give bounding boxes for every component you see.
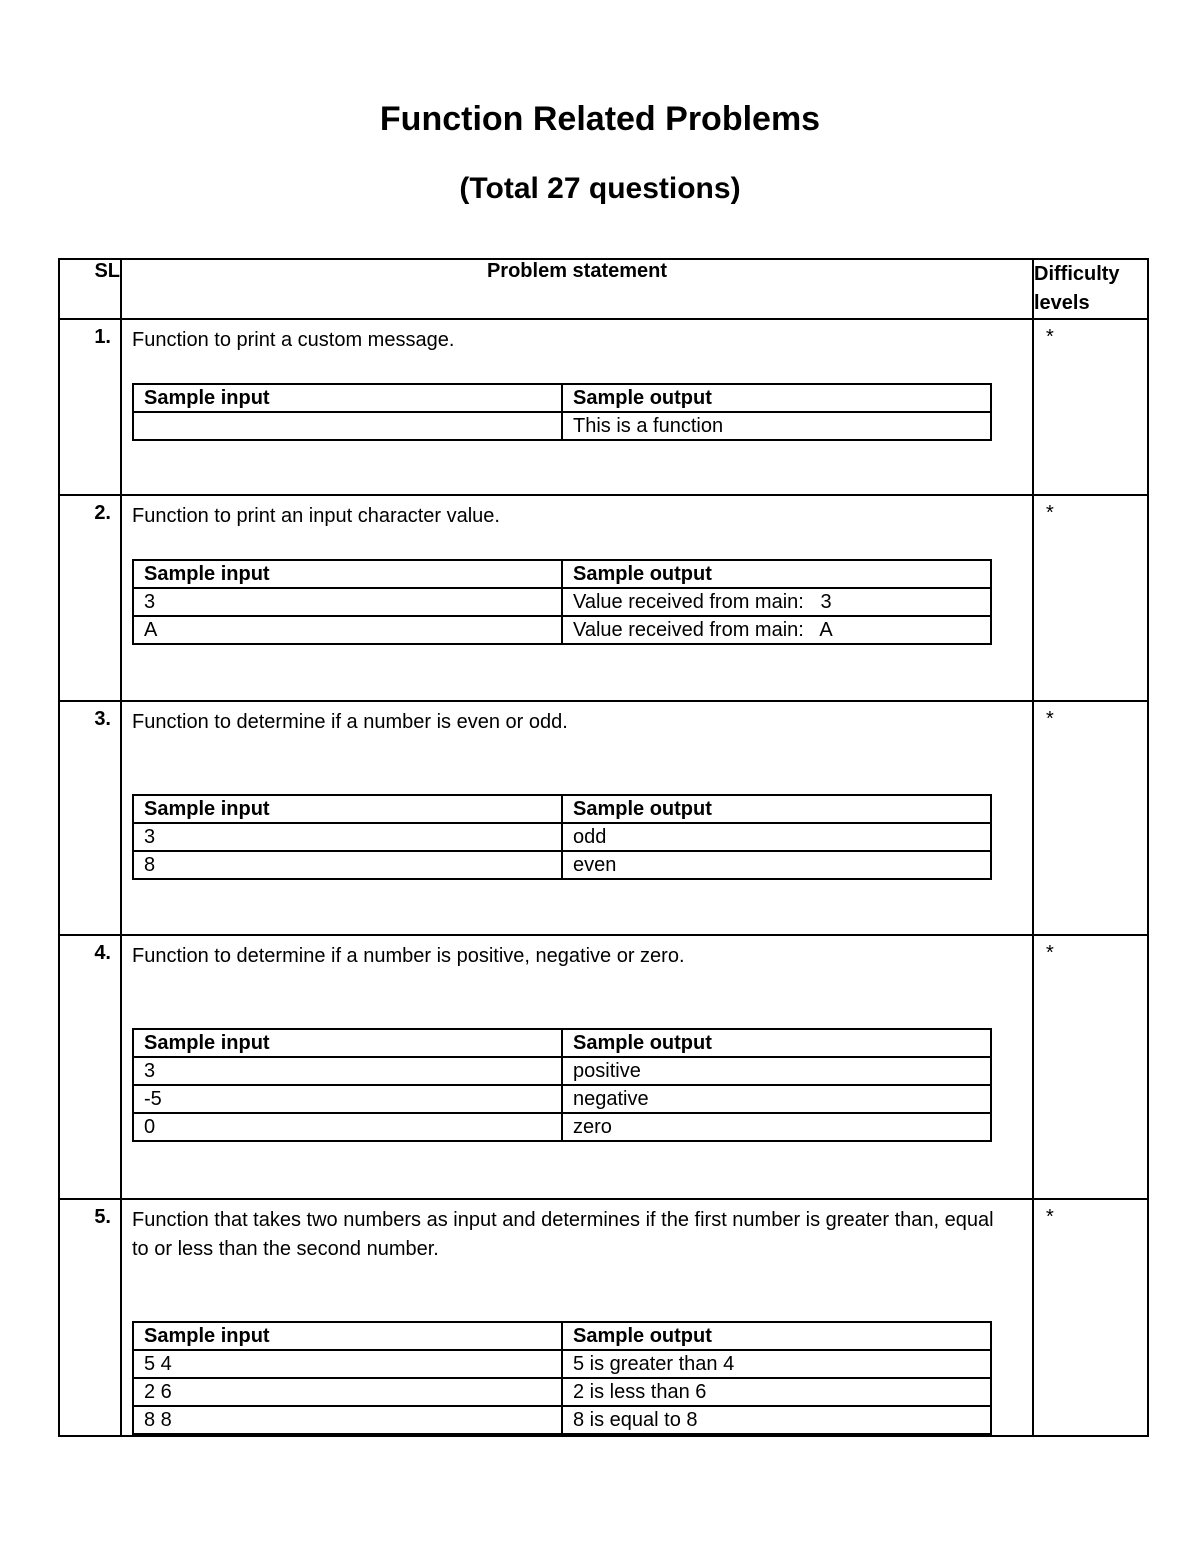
sample-table [132,559,992,645]
problem-cell [121,495,1033,701]
sample-header-row [133,1029,991,1057]
sample-header-row [133,560,991,588]
difficulty-level: * [1033,495,1148,701]
sl-header: SL [59,259,121,319]
sample-input: 2 6 [133,1378,562,1406]
difficulty-level: * [1033,935,1148,1199]
problem-statement: Function to print an input character value. [132,505,500,527]
sample-input: -5 [133,1085,562,1113]
sample-input-header: Sample input [133,1322,562,1350]
sample-output-header: Sample output [562,795,991,823]
sample-row [133,1085,991,1113]
sample-output-header: Sample output [562,384,991,412]
sample-input: 8 8 [133,1406,562,1434]
problem-number: 4. [59,935,121,1199]
difficulty-level: * [1033,1199,1148,1436]
sample-table [132,794,992,880]
sample-output-header: Sample output [562,560,991,588]
page-title: Function Related Problems [379,100,821,138]
sample-header-row [133,1322,991,1350]
sample-row [133,1406,991,1434]
sample-header-row [133,795,991,823]
sample-input-header: Sample input [133,384,562,412]
statement-header: Problem statement [121,259,1033,319]
problem-cell [121,319,1033,495]
problems-table [58,258,1149,1437]
sample-table [132,383,992,441]
problem-statement: Function to determine if a number is even or odd. [132,711,568,733]
sample-header-row [133,384,991,412]
sample-input: 3 [133,588,562,616]
sample-input: 5 4 [133,1350,562,1378]
sample-output: zero [562,1113,991,1141]
sample-row [133,588,991,616]
sample-row [133,1113,991,1141]
difficulty-header: Difficulty levels [1033,259,1148,319]
sample-input: 8 [133,851,562,879]
sample-table [132,1028,992,1142]
sample-row [133,1378,991,1406]
problem-row [59,495,1148,701]
sample-output: Value received from main: 3 [562,588,991,616]
sample-table [132,1321,992,1435]
problem-row [59,1199,1148,1436]
sample-output: positive [562,1057,991,1085]
sample-output: even [562,851,991,879]
sample-input: 3 [133,823,562,851]
page-subtitle: (Total 27 questions) [459,172,741,205]
sample-row [133,1057,991,1085]
difficulty-level: * [1033,319,1148,495]
problem-number: 1. [59,319,121,495]
sample-output: 2 is less than 6 [562,1378,991,1406]
sample-input-header: Sample input [133,795,562,823]
header-row [59,259,1148,319]
problem-number: 3. [59,701,121,935]
sample-output: Value received from main: A [562,616,991,644]
sample-row [133,412,991,440]
sample-row [133,616,991,644]
sample-output: negative [562,1085,991,1113]
sample-row [133,823,991,851]
problem-number: 2. [59,495,121,701]
sample-output: 5 is greater than 4 [562,1350,991,1378]
sample-input: 3 [133,1057,562,1085]
sample-output: odd [562,823,991,851]
sample-row [133,851,991,879]
problem-cell [121,935,1033,1199]
sample-output: 8 is equal to 8 [562,1406,991,1434]
problem-row [59,701,1148,935]
problem-statement: Function that takes two numbers as input and determines if the first number is greater than, equal to or less than the second number. [132,1209,994,1260]
problem-row [59,319,1148,495]
sample-output-header: Sample output [562,1322,991,1350]
problem-cell [121,701,1033,935]
sample-row [133,1350,991,1378]
sample-input: A [133,616,562,644]
problem-statement: Function to print a custom message. [132,329,455,351]
problem-row [59,935,1148,1199]
sample-output-header: Sample output [562,1029,991,1057]
sample-input: 0 [133,1113,562,1141]
sample-output: This is a function [562,412,991,440]
difficulty-level: * [1033,701,1148,935]
sample-input-header: Sample input [133,1029,562,1057]
sample-input-header: Sample input [133,560,562,588]
problem-number: 5. [59,1199,121,1436]
sample-input [133,412,562,440]
problem-cell [121,1199,1033,1436]
problem-statement: Function to determine if a number is positive, negative or zero. [132,945,685,967]
